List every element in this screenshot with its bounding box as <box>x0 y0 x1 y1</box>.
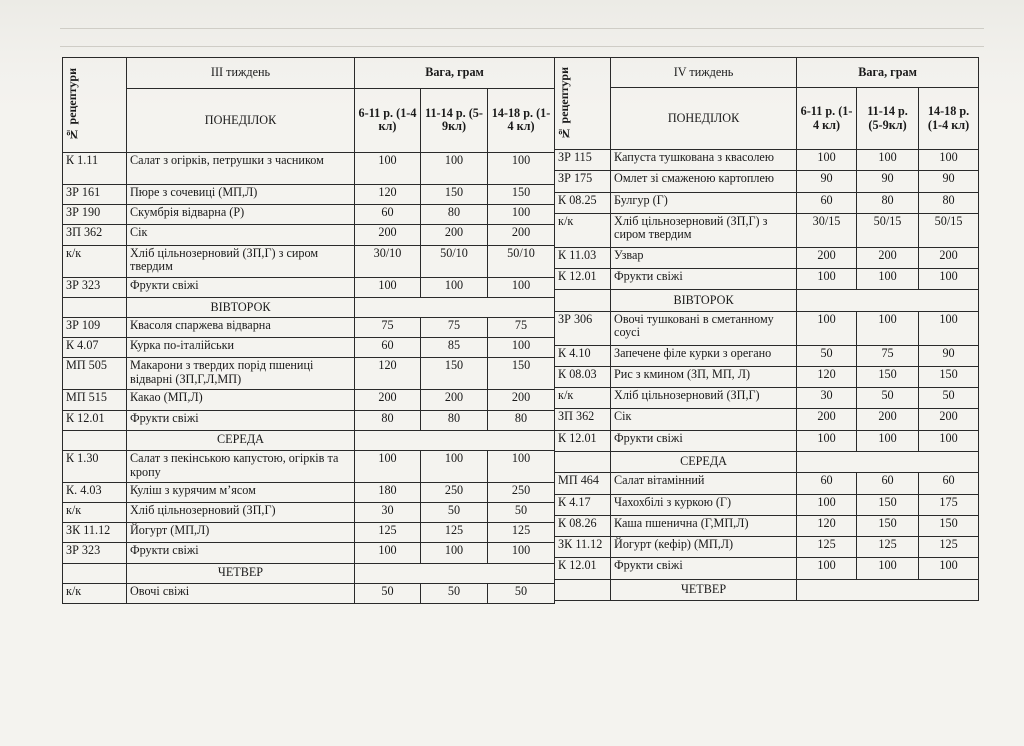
week-header: ІV тиждень <box>611 58 797 88</box>
weight-age-3: 50/15 <box>919 213 979 247</box>
weight-age-2: 50 <box>421 503 488 523</box>
recipe-code: ЗР 323 <box>63 277 127 297</box>
day-row-spacer <box>797 451 979 472</box>
table-row <box>63 450 555 482</box>
dish-name: Хліб цільнозерновий (ЗП,Г) <box>127 503 355 523</box>
recipe-code: ЗК 11.12 <box>555 537 611 558</box>
weight-age-2: 100 <box>421 543 488 563</box>
dish-name: Салат з огірків, петрушки з часником <box>127 153 355 185</box>
weight-age-2: 50/10 <box>421 245 488 277</box>
day-row-spacer <box>797 579 979 600</box>
weight-age-3: 50 <box>919 388 979 409</box>
day-label: ЧЕТВЕР <box>611 579 797 600</box>
weight-age-2: 250 <box>421 483 488 503</box>
age-group-2-header: 11-14 р. (5-9кл) <box>857 88 919 150</box>
dish-name: Макарони з твердих порід пшениці відварні (ЗП,Г,Л,МП) <box>127 358 355 390</box>
weight-age-2: 60 <box>857 473 919 494</box>
weight-age-3: 200 <box>488 390 555 410</box>
table-row <box>63 523 555 543</box>
weight-age-1: 180 <box>355 483 421 503</box>
weight-age-3: 200 <box>919 247 979 268</box>
table-row <box>555 247 979 268</box>
recipe-code: МП 464 <box>555 473 611 494</box>
weight-age-3: 80 <box>919 192 979 213</box>
day-label: ВІВТОРОК <box>127 297 355 317</box>
day-row-spacer <box>555 290 611 311</box>
recipe-code: К 12.01 <box>555 558 611 579</box>
day-row <box>63 563 555 583</box>
weight-age-3: 100 <box>919 430 979 451</box>
weight-age-2: 75 <box>857 345 919 366</box>
dish-name: Фрукти свіжі <box>611 430 797 451</box>
dish-name: Запечене філе курки з орегано <box>611 345 797 366</box>
day-label: СЕРЕДА <box>127 430 355 450</box>
menu-table-week-3 <box>62 57 555 604</box>
weight-age-3: 50 <box>488 503 555 523</box>
weight-age-2: 200 <box>421 390 488 410</box>
weight-header: Вага, грам <box>797 58 979 88</box>
dish-name: Хліб цільнозерновий (ЗП,Г) з сиром твердим <box>611 213 797 247</box>
table-row <box>555 558 979 579</box>
table-row <box>555 515 979 536</box>
weight-age-3: 125 <box>919 537 979 558</box>
table-row <box>63 583 555 603</box>
age-group-1-header: 6-11 р. (1-4 кл) <box>797 88 857 150</box>
weight-age-1: 50 <box>355 583 421 603</box>
weight-age-2: 150 <box>857 515 919 536</box>
weight-age-1: 120 <box>355 185 421 205</box>
ghost-line <box>60 28 984 29</box>
weight-age-3: 100 <box>919 150 979 171</box>
weight-age-3: 100 <box>488 205 555 225</box>
recipe-code: К. 4.03 <box>63 483 127 503</box>
recipe-code: ЗР 190 <box>63 205 127 225</box>
day-row <box>555 579 979 600</box>
dish-name: Капуста тушкована з квасолею <box>611 150 797 171</box>
table-row <box>63 185 555 205</box>
weight-age-1: 120 <box>355 358 421 390</box>
dish-name: Сік <box>611 409 797 430</box>
weight-age-2: 100 <box>421 153 488 185</box>
recipe-code: ЗР 115 <box>555 150 611 171</box>
table-row <box>63 358 555 390</box>
weight-age-2: 100 <box>857 311 919 345</box>
age-group-2-header: 11-14 р. (5-9кл) <box>421 88 488 152</box>
dish-name: Курка по-італійськи <box>127 338 355 358</box>
weight-age-3: 175 <box>919 494 979 515</box>
age-group-3-header: 14-18 р. (1-4 кл) <box>488 88 555 152</box>
table-row <box>63 503 555 523</box>
weight-age-1: 50 <box>797 345 857 366</box>
weight-age-2: 50 <box>421 583 488 603</box>
weight-age-3: 50 <box>488 583 555 603</box>
table-row <box>63 277 555 297</box>
day-row-spacer <box>63 430 127 450</box>
weight-age-1: 30 <box>355 503 421 523</box>
recipe-code: К 11.03 <box>555 247 611 268</box>
dish-name: Фрукти свіжі <box>127 277 355 297</box>
recipe-code: ЗР 323 <box>63 543 127 563</box>
dish-name: Узвар <box>611 247 797 268</box>
recipe-code: ЗР 175 <box>555 171 611 192</box>
recipe-code: МП 505 <box>63 358 127 390</box>
dish-name: Хліб цільнозерновий (ЗП,Г) з сиром твердим <box>127 245 355 277</box>
weight-age-2: 125 <box>421 523 488 543</box>
table-row <box>555 537 979 558</box>
weight-age-3: 150 <box>488 185 555 205</box>
weight-age-3: 100 <box>488 450 555 482</box>
recipe-code: К 12.01 <box>555 269 611 290</box>
recipe-code: К 08.25 <box>555 192 611 213</box>
dish-name: Пюре з сочевиці (МП,Л) <box>127 185 355 205</box>
recipe-number-header: № рецептури <box>555 58 611 150</box>
recipe-code: К 12.01 <box>555 430 611 451</box>
weight-age-3: 80 <box>488 410 555 430</box>
ghost-line <box>60 46 984 47</box>
table-row <box>555 366 979 387</box>
weight-age-2: 100 <box>421 450 488 482</box>
weight-age-1: 200 <box>355 225 421 245</box>
recipe-code: К 1.30 <box>63 450 127 482</box>
weight-age-1: 100 <box>797 269 857 290</box>
dish-name: Чахохбілі з куркою (Г) <box>611 494 797 515</box>
weight-age-1: 100 <box>797 430 857 451</box>
dish-name: Салат вітамінний <box>611 473 797 494</box>
table-row <box>63 318 555 338</box>
weight-age-2: 200 <box>421 225 488 245</box>
weight-age-2: 80 <box>421 205 488 225</box>
dish-name: Омлет зі смаженою картоплею <box>611 171 797 192</box>
weight-age-1: 60 <box>355 205 421 225</box>
day-row <box>63 430 555 450</box>
weight-age-1: 60 <box>797 473 857 494</box>
weight-age-3: 100 <box>919 558 979 579</box>
weight-age-1: 100 <box>797 558 857 579</box>
table-row <box>63 543 555 563</box>
dish-name: Хліб цільнозерновий (ЗП,Г) <box>611 388 797 409</box>
table-row <box>63 390 555 410</box>
weight-age-2: 150 <box>857 494 919 515</box>
weight-age-3: 100 <box>488 153 555 185</box>
weight-age-3: 100 <box>488 277 555 297</box>
recipe-code: к/к <box>555 388 611 409</box>
menu-body <box>555 150 979 601</box>
table-row <box>63 153 555 185</box>
day-row-spacer <box>355 430 555 450</box>
day-row <box>555 290 979 311</box>
weight-age-1: 60 <box>355 338 421 358</box>
recipe-code: ЗР 161 <box>63 185 127 205</box>
recipe-code: ЗП 362 <box>555 409 611 430</box>
weight-age-2: 100 <box>857 269 919 290</box>
weight-age-2: 50/15 <box>857 213 919 247</box>
menu-table-week-4 <box>554 57 979 601</box>
weight-age-1: 30 <box>797 388 857 409</box>
weight-age-1: 100 <box>355 543 421 563</box>
weight-age-2: 80 <box>421 410 488 430</box>
weight-age-2: 100 <box>857 150 919 171</box>
day-row <box>63 297 555 317</box>
day-header: ПОНЕДІЛОК <box>127 88 355 152</box>
weight-age-2: 100 <box>857 430 919 451</box>
dish-name: Фрукти свіжі <box>127 543 355 563</box>
recipe-code: К 4.10 <box>555 345 611 366</box>
day-row-spacer <box>797 290 979 311</box>
dish-name: Салат з пекінською капустою, огірків та кропу <box>127 450 355 482</box>
day-row <box>555 451 979 472</box>
week-header: ІІІ тиждень <box>127 58 355 89</box>
recipe-code: к/к <box>63 503 127 523</box>
recipe-code: к/к <box>555 213 611 247</box>
weight-age-1: 80 <box>355 410 421 430</box>
dish-name: Овочі свіжі <box>127 583 355 603</box>
day-label: ЧЕТВЕР <box>127 563 355 583</box>
weight-age-3: 100 <box>488 543 555 563</box>
table-row <box>63 483 555 503</box>
weight-age-1: 200 <box>797 247 857 268</box>
weight-age-2: 90 <box>857 171 919 192</box>
day-row-spacer <box>355 297 555 317</box>
weight-age-1: 120 <box>797 366 857 387</box>
recipe-code: К 1.11 <box>63 153 127 185</box>
weight-age-1: 60 <box>797 192 857 213</box>
table-row <box>555 269 979 290</box>
weight-age-3: 50/10 <box>488 245 555 277</box>
recipe-code: ЗК 11.12 <box>63 523 127 543</box>
weight-age-1: 75 <box>355 318 421 338</box>
weight-age-3: 100 <box>919 269 979 290</box>
table-row <box>63 225 555 245</box>
dish-name: Рис з кмином (ЗП, МП, Л) <box>611 366 797 387</box>
weight-age-3: 60 <box>919 473 979 494</box>
weight-age-3: 200 <box>919 409 979 430</box>
weight-age-1: 120 <box>797 515 857 536</box>
weight-age-2: 80 <box>857 192 919 213</box>
weight-age-3: 150 <box>488 358 555 390</box>
weight-age-1: 200 <box>355 390 421 410</box>
day-header: ПОНЕДІЛОК <box>611 88 797 150</box>
dish-name: Овочі тушковані в сметанному соусі <box>611 311 797 345</box>
table-row <box>63 338 555 358</box>
weight-age-1: 200 <box>797 409 857 430</box>
weight-age-3: 150 <box>919 366 979 387</box>
dish-name: Сік <box>127 225 355 245</box>
weight-age-3: 100 <box>488 338 555 358</box>
table-row <box>555 473 979 494</box>
table-row <box>555 311 979 345</box>
weight-age-1: 90 <box>797 171 857 192</box>
dish-name: Фрукти свіжі <box>611 558 797 579</box>
day-row-spacer <box>63 563 127 583</box>
table-row <box>555 150 979 171</box>
recipe-code: к/к <box>63 583 127 603</box>
menu-sheet <box>62 57 978 601</box>
weight-age-1: 125 <box>797 537 857 558</box>
day-row-spacer <box>555 579 611 600</box>
table-row <box>555 345 979 366</box>
dish-name: Булгур (Г) <box>611 192 797 213</box>
dish-name: Каша пшенична (Г,МП,Л) <box>611 515 797 536</box>
dish-name: Скумбрія відварна (Р) <box>127 205 355 225</box>
recipe-code: к/к <box>63 245 127 277</box>
weight-age-2: 100 <box>857 558 919 579</box>
age-group-1-header: 6-11 р. (1-4 кл) <box>355 88 421 152</box>
day-row-spacer <box>555 451 611 472</box>
weight-age-2: 125 <box>857 537 919 558</box>
weight-age-1: 125 <box>355 523 421 543</box>
weight-age-1: 100 <box>797 494 857 515</box>
table-row <box>555 494 979 515</box>
recipe-code: К 08.26 <box>555 515 611 536</box>
weight-age-1: 100 <box>355 153 421 185</box>
recipe-code: К 08.03 <box>555 366 611 387</box>
weight-age-3: 75 <box>488 318 555 338</box>
weight-age-3: 90 <box>919 345 979 366</box>
table-row <box>555 171 979 192</box>
dish-name: Йогурт (кефір) (МП,Л) <box>611 537 797 558</box>
recipe-code: К 12.01 <box>63 410 127 430</box>
dish-name: Фрукти свіжі <box>127 410 355 430</box>
recipe-code: К 4.07 <box>63 338 127 358</box>
day-row-spacer <box>355 563 555 583</box>
weight-age-2: 200 <box>857 247 919 268</box>
day-label: ВІВТОРОК <box>611 290 797 311</box>
dish-name: Фрукти свіжі <box>611 269 797 290</box>
weight-age-2: 150 <box>421 358 488 390</box>
weight-age-3: 90 <box>919 171 979 192</box>
weight-age-1: 100 <box>797 311 857 345</box>
weight-age-2: 150 <box>421 185 488 205</box>
weight-header: Вага, грам <box>355 58 555 89</box>
weight-age-3: 200 <box>488 225 555 245</box>
weight-age-1: 100 <box>355 450 421 482</box>
table-row <box>555 192 979 213</box>
recipe-number-header: № рецептури <box>63 58 127 153</box>
weight-age-1: 100 <box>797 150 857 171</box>
recipe-code: ЗР 306 <box>555 311 611 345</box>
table-row <box>63 410 555 430</box>
table-row <box>63 205 555 225</box>
table-row <box>555 388 979 409</box>
weight-age-3: 250 <box>488 483 555 503</box>
table-row <box>555 213 979 247</box>
recipe-code: ЗП 362 <box>63 225 127 245</box>
recipe-code: МП 515 <box>63 390 127 410</box>
table-row <box>555 409 979 430</box>
recipe-code: К 4.17 <box>555 494 611 515</box>
weight-age-2: 50 <box>857 388 919 409</box>
table-row <box>555 430 979 451</box>
weight-age-3: 150 <box>919 515 979 536</box>
age-group-3-header: 14-18 р. (1-4 кл) <box>919 88 979 150</box>
weight-age-1: 100 <box>355 277 421 297</box>
weight-age-2: 100 <box>421 277 488 297</box>
weight-age-2: 85 <box>421 338 488 358</box>
weight-age-2: 200 <box>857 409 919 430</box>
day-row-spacer <box>63 297 127 317</box>
dish-name: Куліш з курячим м’ясом <box>127 483 355 503</box>
weight-age-3: 125 <box>488 523 555 543</box>
recipe-code: ЗР 109 <box>63 318 127 338</box>
weight-age-1: 30/10 <box>355 245 421 277</box>
day-label: СЕРЕДА <box>611 451 797 472</box>
dish-name: Йогурт (МП,Л) <box>127 523 355 543</box>
dish-name: Квасоля спаржева відварна <box>127 318 355 338</box>
weight-age-1: 30/15 <box>797 213 857 247</box>
weight-age-3: 100 <box>919 311 979 345</box>
menu-body <box>63 153 555 604</box>
weight-age-2: 75 <box>421 318 488 338</box>
weight-age-2: 150 <box>857 366 919 387</box>
dish-name: Какао (МП,Л) <box>127 390 355 410</box>
table-row <box>63 245 555 277</box>
